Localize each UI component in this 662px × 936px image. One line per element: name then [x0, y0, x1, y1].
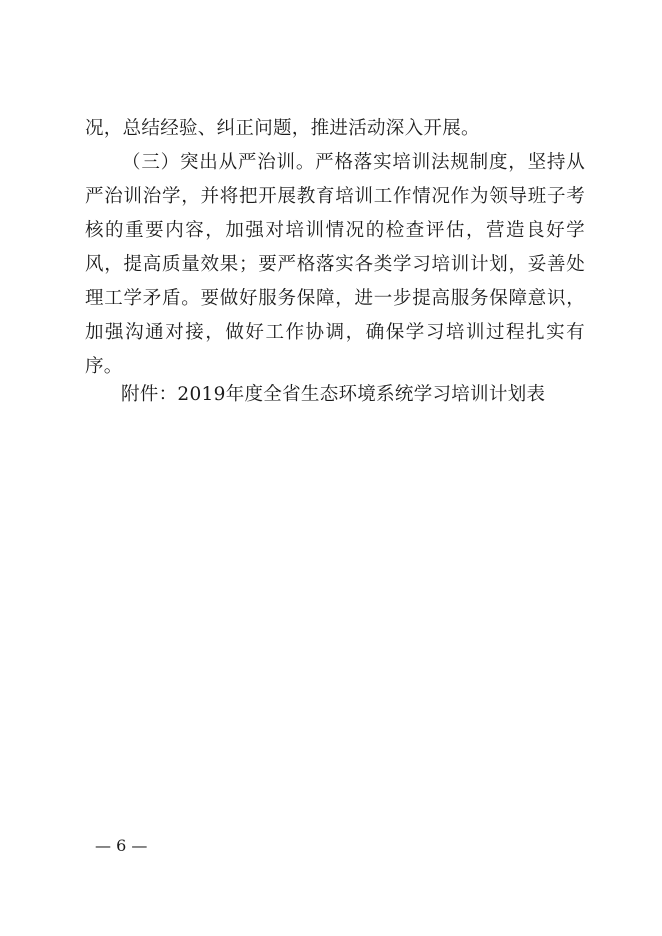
body-text: [85, 112, 585, 384]
attachment-year: 2019: [177, 384, 226, 405]
attachment-line: [121, 378, 545, 412]
attachment-prefix: 附件：: [121, 384, 178, 405]
paragraph-continuation: 况，总结经验、纠正问题，推进活动深入开展。: [85, 118, 480, 139]
paragraph-strict-training: （三）突出从严治训。严格落实培训法规制度，坚持从严治训治学，并将把开展教育培训工作情况作为领导班子考核的重要内容，加强对培训情况的检查评估，营造良好学风，提高质量效果；要严格落实各类学习培训计划，妥善处理工学矛盾。要做好服务保障，进一步提高服务保障意识，加强沟通对接，做好工作协调，确保学习培训过程扎实有序。: [85, 152, 585, 377]
page-number: — 6 —: [95, 836, 148, 855]
attachment-title: 年度全省生态环境系统学习培训计划表: [225, 384, 546, 405]
